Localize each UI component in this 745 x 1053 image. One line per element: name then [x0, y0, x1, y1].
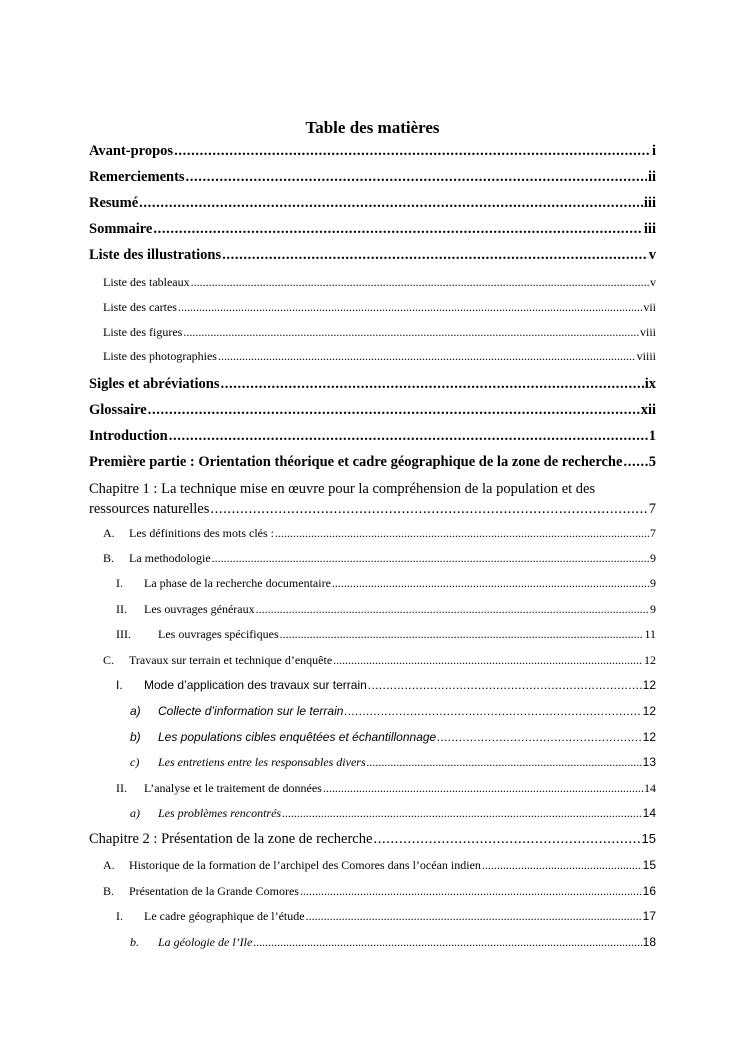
toc-entry-label: Introduction: [89, 428, 168, 444]
dot-leader: [183, 325, 639, 340]
toc-entry[interactable]: [116, 576, 656, 591]
toc-entry-label: Glossaire: [89, 402, 147, 418]
toc-entry[interactable]: [89, 428, 656, 445]
toc-entry[interactable]: [116, 627, 656, 642]
toc-entry[interactable]: [103, 858, 656, 873]
toc-entry-number: a): [130, 806, 140, 820]
dot-leader: [368, 678, 642, 692]
toc-entry[interactable]: [103, 300, 656, 315]
toc-entry-number: I.: [116, 909, 123, 923]
toc-entry-label: Le cadre géographique de l’étude: [144, 909, 305, 923]
toc-entry[interactable]: [130, 730, 656, 744]
toc-entry-label: Historique de la formation de l’archipel des Comores dans l’océan indien: [129, 858, 481, 872]
toc-entry-number: b): [130, 730, 141, 744]
dot-leader: [437, 730, 641, 744]
dot-leader: [623, 454, 647, 471]
dot-leader: [191, 275, 649, 290]
dot-leader: [212, 551, 649, 566]
toc-entry-page: 18: [642, 935, 656, 949]
dot-leader: [280, 627, 644, 642]
toc-entry[interactable]: [89, 454, 656, 471]
toc-entry-label: Les populations cibles enquêtées et échantillonnage: [158, 730, 437, 744]
toc-entry-label: Sommaire: [89, 221, 153, 237]
toc-entry-label: Liste des cartes: [103, 300, 177, 314]
toc-entry-number: b.: [130, 935, 139, 949]
toc-entry-page: 14: [642, 806, 656, 820]
toc-entry-page: .iii: [640, 195, 656, 211]
dot-leader: [218, 349, 636, 364]
toc-entry[interactable]: [103, 653, 656, 668]
dot-leader: [169, 428, 648, 445]
toc-entry-number: III.: [116, 627, 131, 641]
dot-leader: [174, 143, 651, 160]
toc-entry-page: i: [651, 143, 656, 159]
toc-entry-label: La géologie de l’Ile: [158, 935, 253, 949]
toc-entry-number: I.: [116, 576, 123, 590]
toc-entry-page: v: [648, 247, 656, 263]
dot-leader: [221, 376, 644, 393]
toc-entry-label: Les définitions des mots clés :: [129, 526, 274, 540]
toc-entry-label: Travaux sur terrain et technique d’enquête: [129, 653, 333, 667]
toc-entry[interactable]: [116, 678, 656, 692]
toc-entry-number: C.: [103, 653, 115, 667]
toc-entry-label: La methodologie: [129, 551, 211, 565]
toc-entry-label: Les entretiens entre les responsables divers: [158, 755, 366, 769]
toc-entry-page: viiii: [636, 349, 656, 363]
toc-entry[interactable]: [89, 195, 656, 212]
toc-entry[interactable]: [130, 806, 656, 821]
toc-entry[interactable]: [89, 831, 656, 848]
toc-entry[interactable]: [103, 551, 656, 566]
toc-entry-label: Remerciements: [89, 169, 185, 185]
toc-entry-page: ii: [647, 169, 656, 185]
toc-entry[interactable]: [89, 402, 656, 419]
toc-entry-number: c): [130, 755, 140, 769]
toc-entry[interactable]: [89, 169, 656, 186]
toc-entry-label: L’analyse et le traitement de données: [144, 781, 322, 795]
toc-entry[interactable]: [116, 781, 656, 796]
toc-entry-label: Liste des tableaux: [103, 275, 190, 289]
dot-leader: [332, 576, 649, 591]
toc-entry-label: Resumé: [89, 195, 139, 211]
toc-entry-page: 12: [642, 730, 656, 744]
toc-entry[interactable]: [89, 143, 656, 160]
toc-entry-number: II.: [116, 781, 127, 795]
toc-entry-label-continued: ressources naturelles: [89, 501, 210, 517]
toc-entry-number: a): [130, 704, 141, 718]
toc-entry[interactable]: [89, 221, 656, 238]
toc-entry[interactable]: [130, 704, 656, 718]
toc-entry-label: Présentation de la Grande Comores: [129, 884, 299, 898]
toc-entry-number: II.: [116, 602, 127, 616]
toc-entry-label: Chapitre 1 : La technique mise en œuvre pour la compréhension de la population et des: [89, 481, 596, 497]
toc-entry-page: 1: [648, 428, 656, 444]
toc-entry[interactable]: [103, 275, 656, 290]
toc-entry-page: 12: [642, 678, 656, 692]
toc-entry-page: xii: [640, 402, 656, 418]
toc-entry-page: 17: [642, 909, 656, 923]
toc-entry-label: Les ouvrages généraux: [144, 602, 255, 616]
dot-leader: [482, 858, 642, 873]
page-title: Table des matières: [305, 118, 440, 137]
dot-leader: [210, 499, 647, 519]
dot-leader: [256, 602, 649, 617]
toc-entry-page: 7: [648, 501, 656, 517]
toc-entry-page: 5: [648, 454, 656, 470]
dot-leader: [148, 402, 640, 419]
toc-entry-label: Sigles et abréviations: [89, 376, 220, 392]
toc-entry[interactable]: [103, 884, 656, 899]
toc-entry-label: Les problèmes rencontrés: [158, 806, 282, 820]
toc-entry-page: 9: [650, 576, 656, 590]
toc-entry-label: La phase de la recherche documentaire: [144, 576, 331, 590]
toc-entry-label: Première partie : Orientation théorique et cadre géographique de la zone de recherche: [89, 454, 623, 470]
dot-leader: [178, 300, 642, 315]
toc-entry-page: 7: [650, 526, 656, 540]
toc-entry-page: 12: [644, 653, 656, 667]
toc-entry-page: 14: [644, 781, 656, 795]
dot-leader: [300, 884, 642, 899]
toc-entry[interactable]: [103, 526, 656, 541]
toc-entry[interactable]: [89, 376, 656, 393]
dot-leader: [282, 806, 642, 821]
toc-entry-page: vii: [643, 300, 656, 314]
toc-entry-number: B.: [103, 551, 115, 565]
toc-entry-page: ix: [644, 376, 656, 392]
toc-entry-page: v: [650, 275, 656, 289]
toc-entry-number: I.: [116, 678, 123, 692]
toc-entry-label: Liste des figures: [103, 325, 183, 339]
toc-entry[interactable]: [89, 479, 656, 519]
dot-leader: [186, 169, 647, 186]
dot-leader: [222, 247, 648, 264]
toc-entry-label: Les ouvrages spécifiques: [158, 627, 279, 641]
toc-entry-number: A.: [103, 526, 115, 540]
toc-entry-label: Liste des photographies: [103, 349, 217, 363]
toc-entry-page: iii: [643, 221, 656, 237]
dot-leader: [373, 831, 640, 848]
toc-entry-page: 9: [650, 551, 656, 565]
toc-entry[interactable]: [130, 935, 656, 950]
toc-entry[interactable]: [103, 349, 656, 364]
dot-leader: [344, 704, 641, 718]
toc-entry[interactable]: [130, 755, 656, 770]
toc-entry-label: Avant-propos: [89, 143, 174, 159]
toc-entry-label: Collecte d’information sur le terrain: [158, 704, 344, 718]
dot-leader: [333, 653, 643, 668]
toc-entry-page: 12: [642, 704, 656, 718]
dot-leader: [367, 755, 642, 770]
dot-leader: [323, 781, 643, 796]
toc-entry[interactable]: [116, 909, 656, 924]
toc-entry-page: 15: [641, 831, 656, 846]
toc-entry-page: 13: [642, 755, 656, 769]
toc-entry-label: Mode d’application des travaux sur terrain: [144, 678, 367, 692]
toc-entry-label: Liste des illustrations: [89, 247, 222, 263]
toc-entry-page: 9: [650, 602, 656, 616]
toc-entry-number: B.: [103, 884, 115, 898]
dot-leader: [153, 221, 643, 238]
toc-entry-page: 16: [642, 884, 656, 898]
toc-entry-page: 15: [642, 858, 656, 872]
toc-entry-label: Chapitre 2 : Présentation de la zone de recherche: [89, 831, 373, 847]
toc-entry-page: viii: [639, 325, 656, 339]
toc-entry[interactable]: [89, 247, 656, 264]
dot-leader: [275, 526, 649, 541]
dot-leader: [139, 195, 639, 212]
dot-leader: [306, 909, 642, 924]
toc-entry-page: 11: [644, 627, 656, 641]
toc-entry[interactable]: [116, 602, 656, 617]
toc-entry[interactable]: [103, 325, 656, 340]
dot-leader: [253, 935, 641, 950]
toc-entry-number: A.: [103, 858, 115, 872]
